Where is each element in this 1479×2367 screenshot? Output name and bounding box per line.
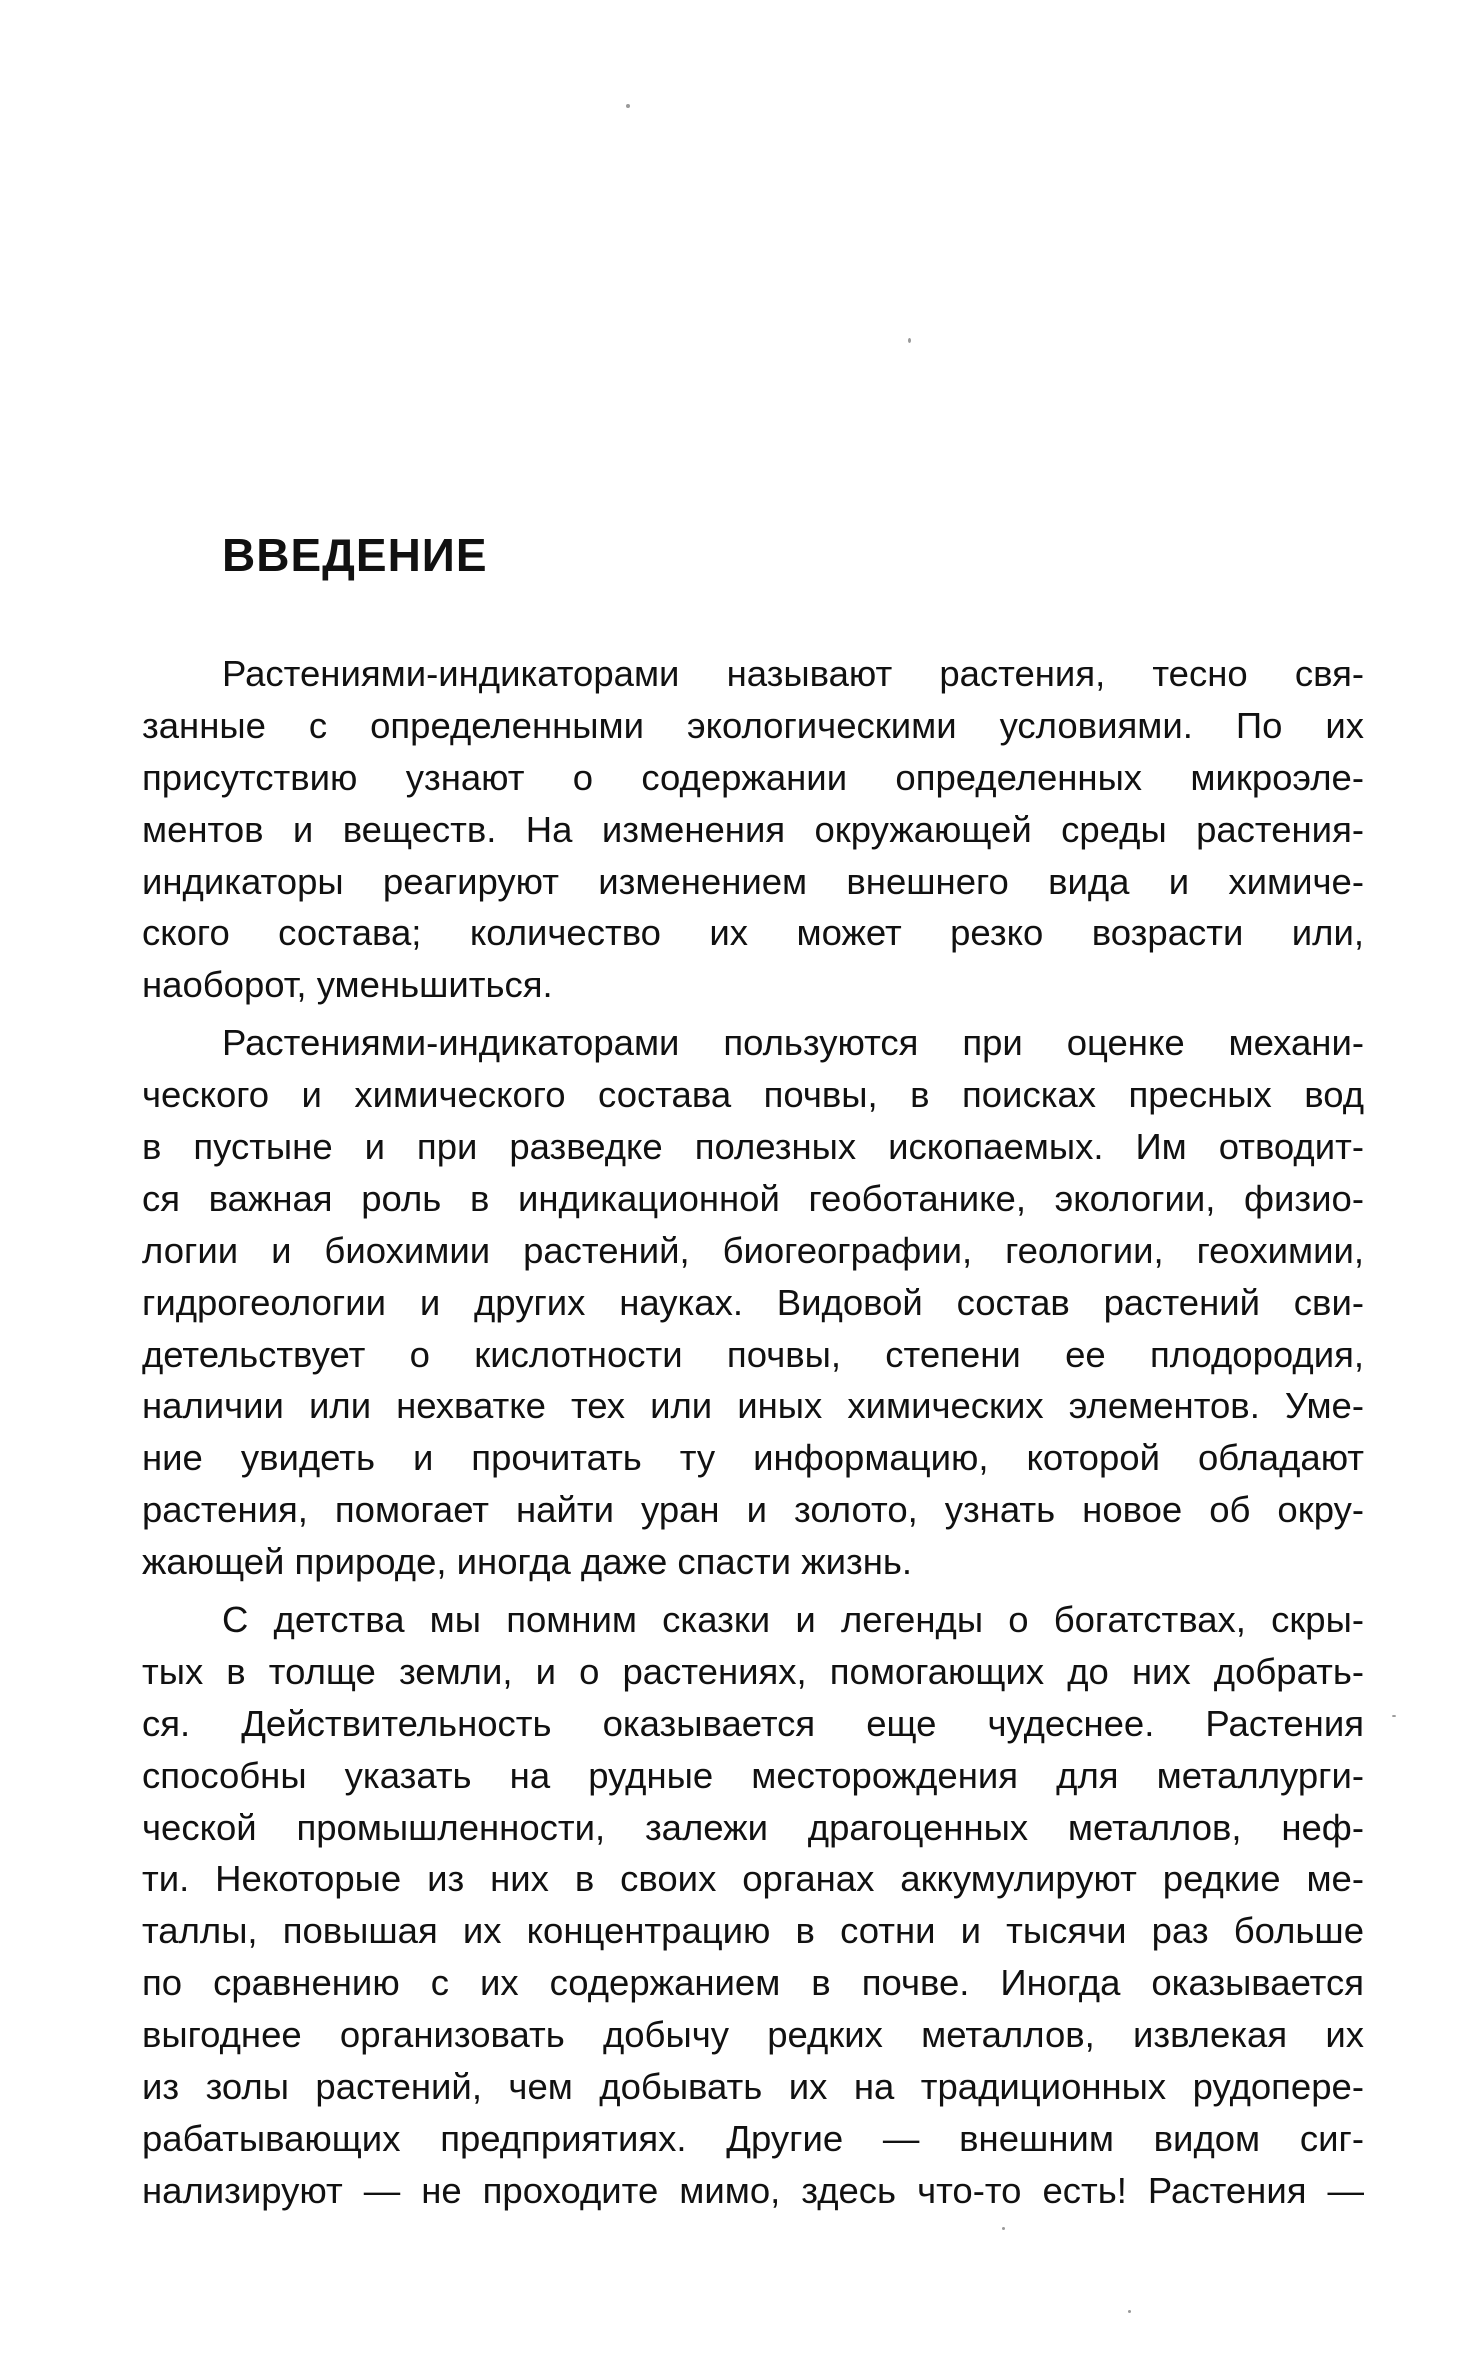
text-line: таллы, повышая их концентрацию в сотни и тысячи раз больше	[142, 1910, 1364, 1952]
scan-speck	[626, 104, 630, 108]
text-line: ментов и веществ. На изменения окружающей среды растения-	[142, 808, 1364, 850]
text-line: нализируют — не проходите мимо, здесь что-то есть! Растения —	[142, 2169, 1364, 2211]
text-line: жающей природе, иногда даже спасти жизнь.	[142, 1541, 913, 1583]
text-line: ти. Некоторые из них в своих органах аккумулируют редкие ме-	[142, 1858, 1364, 1900]
text-line: способны указать на рудные месторождения для металлурги-	[142, 1754, 1364, 1796]
text-line: ся. Действительность оказывается еще чудеснее. Растения	[142, 1702, 1364, 1744]
text-line: Растениями-индикаторами называют растения, тесно свя-	[222, 653, 1364, 694]
text-line: по сравнению с их содержанием в почве. Иногда оказывается	[142, 1962, 1364, 2004]
text-line: из золы растений, чем добывать их на традиционных рудопере-	[142, 2066, 1364, 2108]
text-line: ческой промышленности, залежи драгоценных металлов, неф-	[142, 1806, 1364, 1848]
text-line: ние увидеть и прочитать ту информацию, которой обладают	[142, 1437, 1364, 1479]
text-line: наоборот, уменьшиться.	[142, 964, 553, 1006]
text-line: Растениями-индикаторами пользуются при оценке механи-	[222, 1022, 1364, 1064]
text-line: логии и биохимии растений, биогеографии, геологии, геохимии,	[142, 1229, 1364, 1271]
text-line: в пустыне и при разведке полезных ископаемых. Им отводит-	[142, 1126, 1364, 1168]
scan-speck	[1392, 1715, 1396, 1717]
text-line: занные с определенными экологическими условиями. По их	[142, 704, 1364, 746]
text-line: ческого и химического состава почвы, в поисках пресных вод	[142, 1074, 1364, 1116]
text-line: ского состава; количество их может резко возрасти или,	[142, 912, 1364, 954]
scan-speck	[908, 338, 911, 343]
scan-speck	[1002, 2227, 1005, 2230]
body-text	[142, 648, 1364, 2223]
paragraph-1	[142, 648, 1364, 1011]
text-line: индикаторы реагируют изменением внешнего вида и химиче-	[142, 860, 1364, 902]
scan-speck	[1128, 2310, 1131, 2313]
text-line: тых в толще земли, и о растениях, помогающих до них добрать-	[142, 1650, 1364, 1692]
text-line: наличии или нехватке тех или иных химических элементов. Уме-	[142, 1385, 1364, 1427]
text-line: выгоднее организовать добычу редких металлов, извлекая их	[142, 2014, 1364, 2056]
chapter-heading: ВВЕДЕНИЕ	[222, 529, 488, 581]
text-line: гидрогеологии и других науках. Видовой состав растений сви-	[142, 1281, 1364, 1323]
text-line: детельствует о кислотности почвы, степени ее плодородия,	[142, 1333, 1364, 1375]
paragraph-2	[142, 1017, 1364, 1588]
paragraph-3	[142, 1594, 1364, 2217]
text-line: присутствию узнают о содержании определенных микроэле-	[142, 756, 1364, 798]
text-line: С детства мы помним сказки и легенды о богатствах, скры-	[222, 1599, 1364, 1641]
text-line: растения, помогает найти уран и золото, узнать новое об окру-	[142, 1489, 1364, 1531]
text-line: рабатывающих предприятиях. Другие — внешним видом сиг-	[142, 2117, 1364, 2159]
text-line: ся важная роль в индикационной геоботанике, экологии, физио-	[142, 1177, 1364, 1219]
